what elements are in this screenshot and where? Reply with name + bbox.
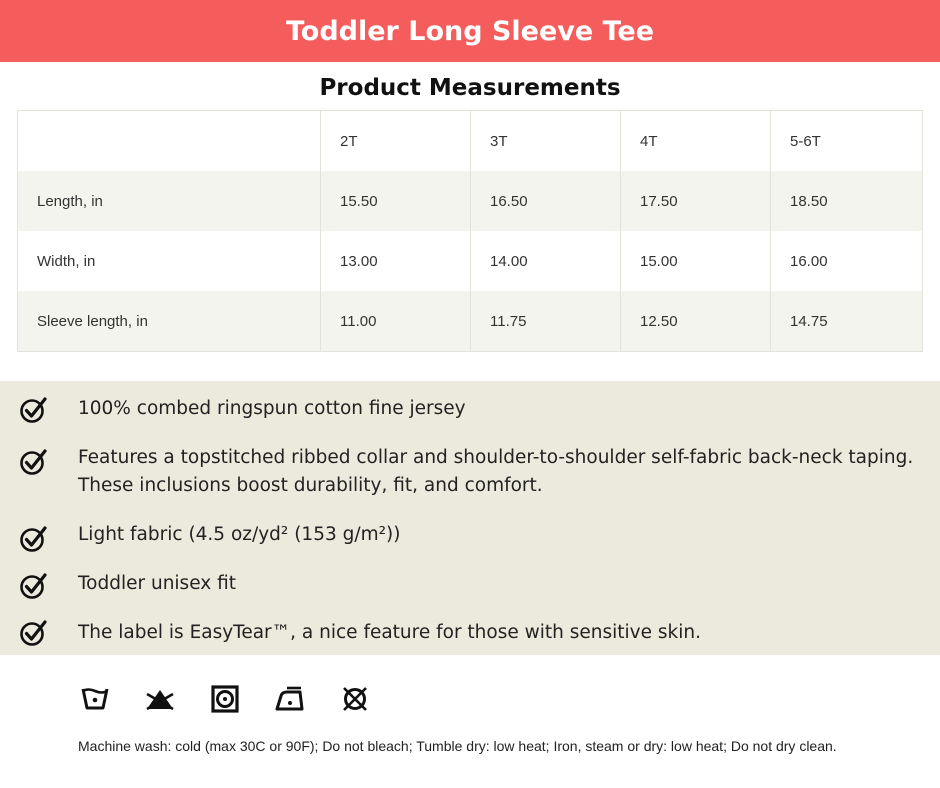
do-not-dry-clean-icon [339, 684, 371, 714]
tumble-dry-low-icon [210, 684, 240, 714]
table-cell: 14.00 [471, 231, 621, 291]
measurements-title: Product Measurements [319, 75, 621, 101]
table-header-cell: 4T [621, 111, 771, 172]
table-row [18, 231, 923, 291]
measurements-table [17, 110, 923, 352]
do-not-bleach-icon [142, 684, 178, 714]
table-header-cell: 3T [471, 111, 621, 172]
table-cell: 12.50 [621, 291, 771, 352]
product-title: Toddler Long Sleeve Tee [285, 15, 655, 47]
feature-text: Light fabric (4.5 oz/yd² (153 g/m²)) [78, 524, 401, 545]
table-cell: 16.00 [771, 231, 923, 291]
care-icons-row [78, 684, 398, 716]
table-cell: 14.75 [771, 291, 923, 352]
table-header-cell: 5-6T [771, 111, 923, 172]
row-label: Sleeve length, in [18, 291, 321, 352]
checkmark-icon [19, 571, 49, 601]
care-instructions: Machine wash: cold (max 30C or 90F); Do not bleach; Tumble dry: low heat; Iron, steam or dry: low heat; Do not dry clean. [78, 738, 837, 754]
table-header-cell [18, 111, 321, 172]
row-label: Length, in [18, 171, 321, 231]
table-row [18, 171, 923, 231]
feature-text: Toddler unisex fit [78, 573, 236, 594]
table-cell: 15.00 [621, 231, 771, 291]
iron-low-icon [274, 684, 306, 714]
title-banner [0, 0, 940, 62]
table-cell: 16.50 [471, 171, 621, 231]
feature-text: Features a topstitched ribbed collar and shoulder-to-shoulder self-fabric back-neck taping. These inclusions boost durability, fit, and comfort. [78, 447, 914, 496]
checkmark-icon [19, 395, 49, 425]
feature-text: The label is EasyTear™, a nice feature for those with sensitive skin. [78, 622, 701, 643]
table-cell: 13.00 [321, 231, 471, 291]
table-cell: 18.50 [771, 171, 923, 231]
table-header-cell: 2T [321, 111, 471, 172]
features-panel [0, 381, 940, 655]
machine-wash-cold-icon [80, 684, 110, 714]
table-cell: 11.75 [471, 291, 621, 352]
row-label: Width, in [37, 252, 96, 270]
checkmark-icon [19, 524, 49, 554]
table-header-row [18, 111, 923, 172]
table-cell: 15.50 [321, 171, 471, 231]
checkmark-icon [19, 618, 49, 648]
table-row [18, 291, 923, 352]
table-cell: 11.00 [321, 291, 471, 352]
checkmark-icon [19, 447, 49, 477]
table-cell: 17.50 [621, 171, 771, 231]
feature-text: 100% combed ringspun cotton fine jersey [78, 398, 466, 419]
